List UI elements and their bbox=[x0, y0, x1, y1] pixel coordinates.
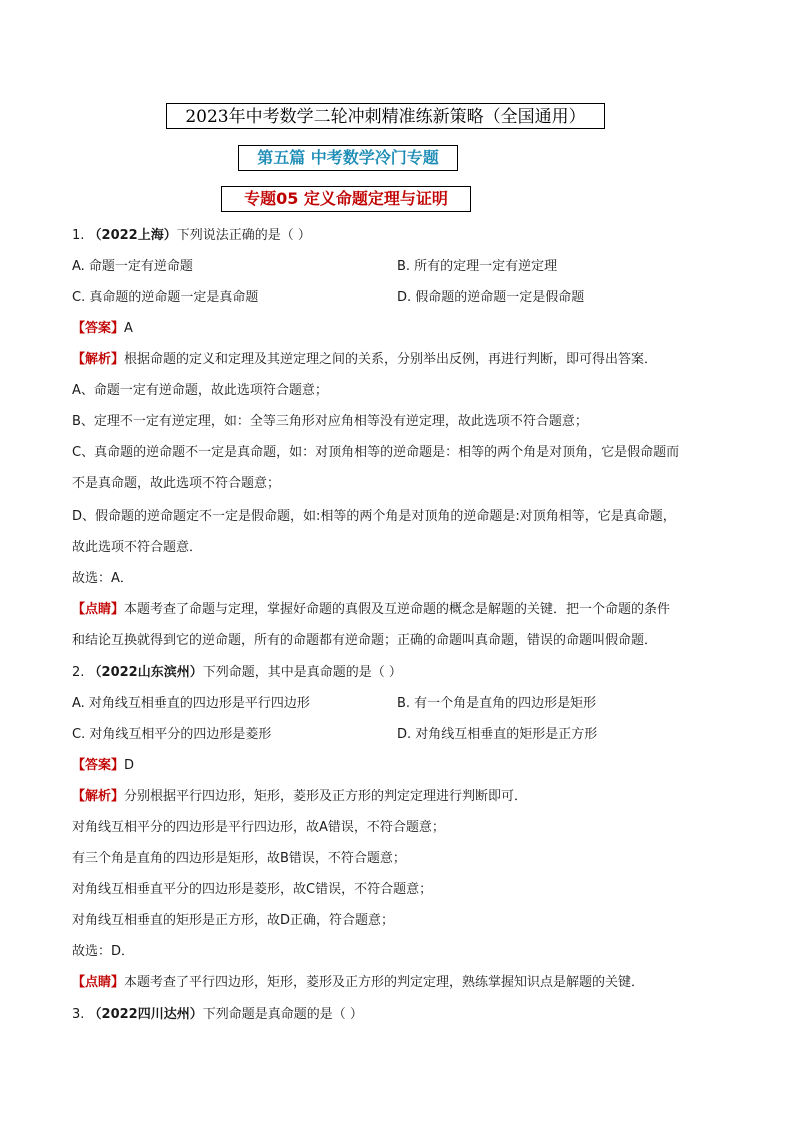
question-3-stem bbox=[72, 1006, 363, 1024]
q1-comment-line bbox=[72, 601, 670, 619]
topic-title: 专题05 定义命题定理与证明 bbox=[221, 186, 471, 212]
q2-option-c: C. 对角线互相平分的四边形是菱形 bbox=[72, 727, 272, 742]
q1-comment-line: 和结论互换就得到它的逆命题，所有的命题都有逆命题；正确的命题叫真命题，错误的命题叫假命题． bbox=[72, 633, 658, 648]
answer-tag: 【答案】 bbox=[72, 758, 125, 773]
question-number: 2. bbox=[72, 665, 85, 680]
answer-value: A bbox=[124, 321, 133, 336]
question-number: 1. bbox=[72, 228, 85, 243]
q1-option-d: D. 假命题的逆命题一定是假命题 bbox=[397, 290, 585, 305]
question-1-stem bbox=[72, 227, 311, 245]
q1-answer bbox=[72, 320, 133, 338]
q1-analysis-line: A、命题一定有逆命题，故此选项符合题意； bbox=[72, 383, 328, 398]
q2-analysis-line: 对角线互相垂直平分的四边形是菱形，故C错误，不符合题意； bbox=[72, 882, 433, 897]
q2-analysis-line: 有三个角是直角的四边形是矩形，故B错误，不符合题意； bbox=[72, 851, 406, 866]
analysis-tag: 【解析】 bbox=[72, 352, 125, 367]
q1-analysis-line: 故此选项不符合题意． bbox=[72, 540, 203, 555]
q1-option-b: B. 所有的定理一定有逆定理 bbox=[397, 259, 558, 274]
q1-analysis-line: 不是真命题，故此选项不符合题意； bbox=[72, 476, 281, 491]
q1-analysis-line bbox=[72, 351, 657, 369]
analysis-text: 分别根据平行四边形，矩形，菱形及正方形的判定定理进行判断即可． bbox=[124, 789, 528, 804]
q1-analysis-line: B、定理不一定有逆定理，如：全等三角形对应角相等没有逆定理，故此选项不符合题意； bbox=[72, 414, 588, 429]
comment-text: 本题考查了平行四边形，矩形，菱形及正方形的判定定理，熟练掌握知识点是解题的关键． bbox=[124, 975, 645, 990]
q1-option-c: C. 真命题的逆命题一定是真命题 bbox=[72, 290, 259, 305]
question-source: （2022上海） bbox=[88, 228, 177, 243]
q1-analysis-line: 故选：A． bbox=[72, 571, 133, 586]
q1-analysis-line: D、假命题的逆命题定不一定是假命题，如:相等的两个角是对顶角的逆命题是:对顶角相等，它是真命题， bbox=[72, 509, 676, 524]
q1-option-a: A. 命题一定有逆命题 bbox=[72, 259, 193, 274]
question-2-stem bbox=[72, 664, 402, 682]
answer-value: D bbox=[124, 758, 135, 773]
document-title: 2023年中考数学二轮冲刺精准练新策略（全国通用） bbox=[166, 103, 605, 129]
answer-tag: 【答案】 bbox=[72, 321, 125, 336]
analysis-text: 根据命题的定义和定理及其逆定理之间的关系，分别举出反例，再进行判断，即可得出答案． bbox=[124, 352, 658, 367]
comment-tag: 【点睛】 bbox=[72, 602, 125, 617]
comment-tag: 【点睛】 bbox=[72, 975, 125, 990]
analysis-tag: 【解析】 bbox=[72, 789, 125, 804]
q2-analysis-line bbox=[72, 788, 527, 806]
q2-analysis-line: 对角线互相垂直的矩形是正方形，故D正确，符合题意； bbox=[72, 913, 395, 928]
q2-option-a: A. 对角线互相垂直的四边形是平行四边形 bbox=[72, 696, 310, 711]
question-source: （2022山东滨州） bbox=[88, 665, 203, 680]
q2-analysis-line: 对角线互相平分的四边形是平行四边形，故A错误，不符合题意； bbox=[72, 820, 445, 835]
q1-analysis-line: C、真命题的逆命题不一定是真命题，如：对顶角相等的逆命题是：相等的两个角是对顶角，它是假命题而 bbox=[72, 445, 680, 460]
q2-analysis-line: 故选：D． bbox=[72, 944, 135, 959]
comment-text: 本题考查了命题与定理，掌握好命题的真假及互逆命题的概念是解题的关键．把一个命题的条件 bbox=[124, 602, 671, 617]
question-source: （2022四川达州） bbox=[88, 1007, 203, 1022]
question-text: 下列命题，其中是真命题的是（ ） bbox=[202, 665, 402, 680]
part-title: 第五篇 中考数学冷门专题 bbox=[238, 145, 458, 171]
question-text: 下列命题是真命题的是（ ） bbox=[202, 1007, 363, 1022]
question-text: 下列说法正确的是（ ） bbox=[176, 228, 311, 243]
q2-answer bbox=[72, 757, 134, 775]
question-number: 3. bbox=[72, 1007, 85, 1022]
q2-comment-line bbox=[72, 974, 644, 992]
q2-option-d: D. 对角线互相垂直的矩形是正方形 bbox=[397, 727, 598, 742]
q2-option-b: B. 有一个角是直角的四边形是矩形 bbox=[397, 696, 597, 711]
